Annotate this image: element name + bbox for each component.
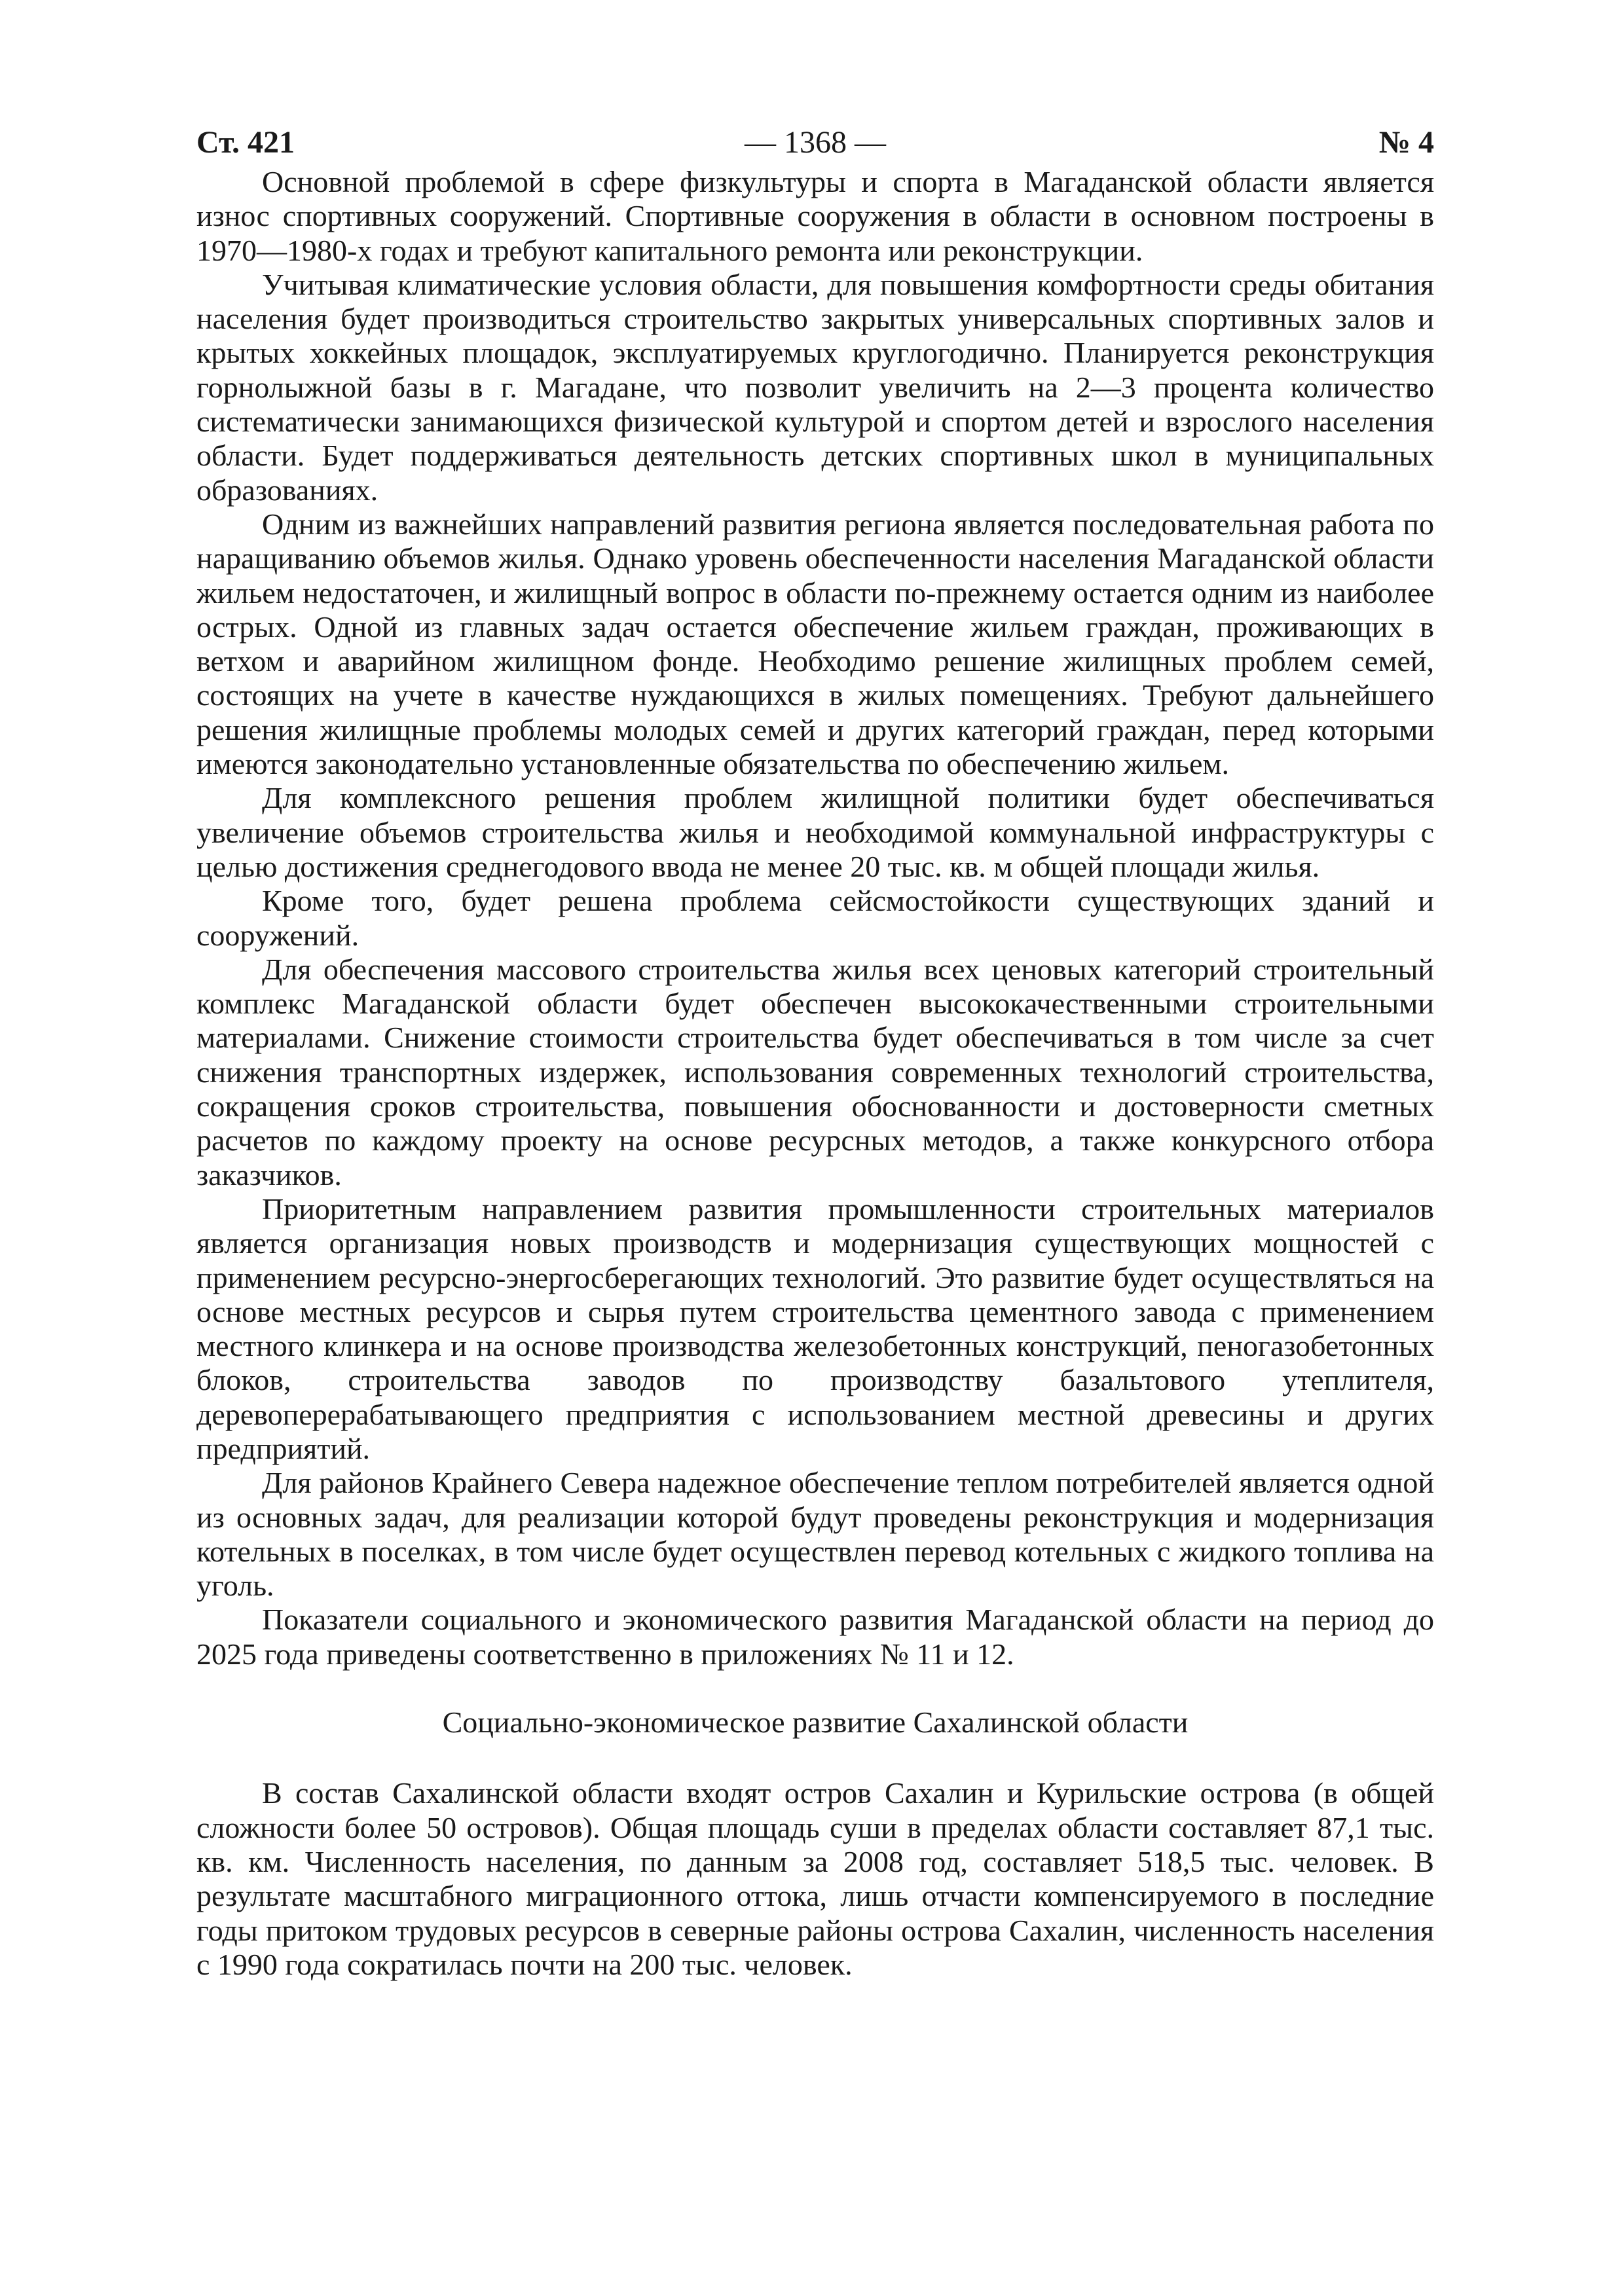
section-title: Социально-экономическое развитие Сахалинской области xyxy=(442,1705,1189,1740)
paragraph: Основной проблемой в сфере физкультуры и спорта в Магаданской области является износ спортивных сооружений. Спортивные сооружения в области в основном построены в 1970—1980-х годах и требуют капитального ремонта или реконструкции. xyxy=(196,165,1434,267)
document-page xyxy=(196,122,1434,1982)
page-header xyxy=(196,122,1434,164)
paragraph: Показатели социального и экономического развития Магаданской области на период до 2025 года приведены соответственно в приложениях № 11 и 12. xyxy=(196,1603,1434,1671)
article-number: Ст. 421 xyxy=(196,125,295,160)
paragraph: Кроме того, будет решена проблема сейсмостойкости существующих зданий и сооружений. xyxy=(196,884,1434,952)
issue-number: № 4 xyxy=(1378,125,1434,160)
page-number: — 1368 — xyxy=(745,125,886,160)
document-body xyxy=(196,165,1434,1982)
paragraph: Для районов Крайнего Севера надежное обеспечение теплом потребителей является одной из основных задач, для реализации которой будут проведены реконструкция и модернизация котельных в поселках, в том числе будет осуществлен перевод котельных с жидкого топлива на уголь. xyxy=(196,1466,1434,1603)
paragraph: Для комплексного решения проблем жилищной политики будет обеспечиваться увеличение объемов строительства жилья и необходимой коммунальной инфраструктуры с целью достижения среднегодового ввода не менее 20 тыс. кв. м общей площади жилья. xyxy=(196,781,1434,883)
paragraph: Одним из важнейших направлений развития региона является последовательная работа по наращиванию объемов жилья. Однако уровень обеспеченности населения Магаданской области жильем недостаточен, и жилищный вопрос в области по-прежнему остается одним из наиболее острых. Одной из главных задач остается обеспечение жильем граждан, проживающих в ветхом и аварийном жилищном фонде. Необходимо решение жилищных проблем семей, состоящих на учете в качестве нуждающихся в жилых помещениях. Требуют дальнейшего решения жилищные проблемы молодых семей и других категорий граждан, перед которыми имеются законодательно установленные обязательства по обеспечению жильем. xyxy=(196,507,1434,781)
paragraph: Приоритетным направлением развития промышленности строительных материалов является организация новых производств и модернизация существующих мощностей с применением ресурсно-энергосберегающих технологий. Это развитие будет осуществляться на основе местных ресурсов и сырья путем строительства цементного завода с применением местного клинкера и на основе производства железобетонных конструкций, пеногазобетонных блоков, строительства заводов по производству базальтового утеплителя, деревоперерабатывающего предприятия с использованием местной древесины и других предприятий. xyxy=(196,1192,1434,1465)
paragraph: Учитывая климатические условия области, для повышения комфортности среды обитания населения будет производиться строительство закрытых универсальных спортивных залов и крытых хоккейных площадок, эксплуатируемых круглогодично. Планируется реконструкция горнолыжной базы в г. Магадане, что позволит увеличить на 2—3 процента количество систематически занимающихся физической культурой и спортом детей и взрослого населения области. Будет поддерживаться деятельность детских спортивных школ в муниципальных образованиях. xyxy=(196,267,1434,507)
paragraph: В состав Сахалинской области входят остров Сахалин и Курильские острова (в общей сложности более 50 островов). Общая площадь суши в пределах области составляет 87,1 тыс. кв. км. Численность населения, по данным за 2008 год, составляет 518,5 тыс. человек. В результате масштабного миграционного оттока, лишь отчасти компенсируемого в последние годы притоком трудовых ресурсов в северные районы острова Сахалин, численность населения с 1990 года сократилась почти на 200 тыс. человек. xyxy=(196,1776,1434,1981)
paragraph: Для обеспечения массового строительства жилья всех ценовых категорий строительный комплекс Магаданской области будет обеспечен высококачественными строительными материалами. Снижение стоимости строительства будет обеспечиваться в том числе за счет снижения транспортных издержек, использования современных технологий строительства, сокращения сроков строительства, повышения обоснованности и достоверности сметных расчетов по каждому проекту на основе ресурсных методов, а также конкурсного отбора заказчиков. xyxy=(196,952,1434,1192)
